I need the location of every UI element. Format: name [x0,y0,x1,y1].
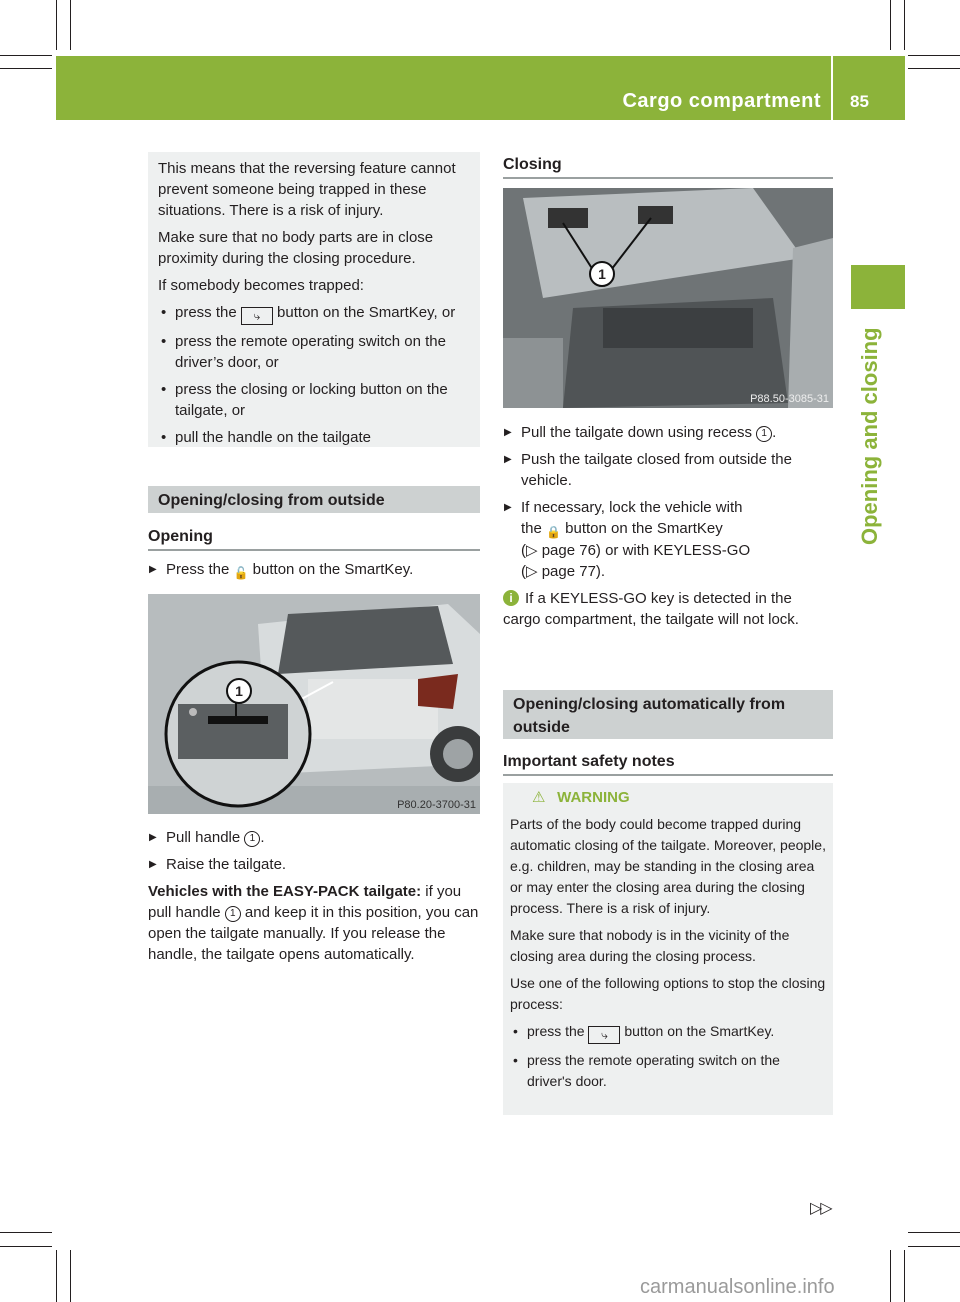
crop-mark [0,1246,52,1247]
callout-number: 1 [244,831,260,847]
info-note: i If a KEYLESS-GO key is detected in the cargo compartment, the tailgate will not lock. [503,590,799,628]
easy-pack-paragraph: Vehicles with the EASY-PACK tailgate: if you pull handle 1 and keep it in this position, you can open the tailgate manually. If you release the handle, the tailgate opens automatically. [148,883,479,963]
tailgate-key-icon: ⤷ [588,1026,620,1044]
instruction-step: ▶ Press the 🔓 button on the SmartKey. [148,559,498,581]
info-icon: i [503,590,519,606]
left-after-image [148,827,482,965]
crop-mark [890,0,891,50]
crop-mark [908,1232,960,1233]
crop-mark [904,0,905,50]
crop-mark [0,1232,52,1233]
warning-icon: ⚠ [532,789,546,806]
header-title: Cargo compartment [622,90,821,112]
page-reference: (▷ page 76) or with KEYLESS-GO [521,542,751,559]
crop-mark [70,0,71,50]
header-divider [831,56,833,120]
page-header [56,56,905,120]
warning-para: If somebody becomes trapped: [158,277,364,294]
list-item: • press the remote operating switch on the driver’s door, or [158,331,472,373]
crop-mark [908,55,960,56]
tailgate-closing-image [503,188,833,408]
section-title-band [148,486,480,513]
list-item: • press the closing or locking button on the tailgate, or [158,379,472,421]
car-rear-illustration [148,594,480,814]
tailgate-handle-image [148,594,480,814]
image-code: P88.50-3085-31 [750,393,829,405]
list-item: • pull the handle on the tailgate [158,427,472,448]
list-item: • press the ⤷ button on the SmartKey. [510,1021,827,1044]
section-title: Opening/closing from outside [158,492,385,509]
safety-heading: Important safety notes [503,753,675,770]
watermark: carmanualsonline.info [640,1276,835,1298]
heading-rule [503,177,833,179]
instruction-step: ▶ If necessary, lock the vehicle with the 🔒 button on the SmartKey (▷ page 76) or with KEYLESS-GO (▷ page 77). [503,497,833,582]
callout-number: 1 [225,906,241,922]
instruction-step: ▶ Pull the tailgate down using recess 1 . [503,422,833,443]
heading-rule [503,774,833,776]
warning-para: This means that the reversing feature cannot prevent someone being trapped in these situations. There is a risk of injury. [158,160,456,219]
crop-mark [56,0,57,50]
unlock-icon: 🔓 [233,566,249,580]
crop-mark [0,68,52,69]
open-tailgate-illustration [503,188,833,408]
crop-mark [56,1250,57,1302]
crop-mark [908,1246,960,1247]
right-closing-text [503,422,833,630]
instruction-step: ▶ Push the tailgate closed from outside the vehicle. [503,449,833,491]
section-title: outside [513,719,570,736]
crop-mark [70,1250,71,1302]
image-code: P80.20-3700-31 [397,799,476,811]
closing-heading: Closing [503,156,562,173]
warning-box [503,783,833,1115]
page-number: 85 [850,92,869,111]
warning-title: WARNING [557,789,630,806]
callout-number: 1 [756,426,772,442]
list-item: • press the ⤷ button on the SmartKey, or [158,302,472,325]
crop-mark [908,68,960,69]
lock-icon: 🔒 [546,525,561,539]
chapter-label: Opening and closing [857,327,882,545]
list-item: • press the remote operating switch on the driver's door. [510,1050,827,1092]
crop-mark [890,1250,891,1302]
instruction-step: ▶ Raise the tailgate. [148,854,482,875]
warning-para: Parts of the body could become trapped during automatic closing of the tailgate. Moreover, people, e.g. children, may be standing in the closing area or may enter the closing area during the closing process. There is a risk of injury. [510,816,826,916]
section-title-band [503,690,833,739]
instruction-step: ▶ Pull handle 1 . [148,827,482,848]
section-title: Opening/closing automatically from [513,696,786,713]
warning-para: Use one of the following options to stop the closing process: [510,975,826,1012]
warning-para: Make sure that no body parts are in close proximity during the closing procedure. [158,229,434,267]
page-reference: (▷ page 77). [521,563,606,580]
warning-header [532,787,827,808]
callout-number: 1 [589,261,615,287]
left-warning-box [148,152,480,447]
callout-number: 1 [226,678,252,704]
crop-mark [904,1250,905,1302]
sub-heading: Opening [148,528,213,545]
tailgate-key-icon: ⤷ [241,307,273,325]
heading-rule [148,549,480,551]
crop-mark [0,55,52,56]
warning-para: Make sure that nobody is in the vicinity of the closing area during the closing process. [510,927,790,964]
continued-marker: ▷▷ [810,1200,831,1217]
